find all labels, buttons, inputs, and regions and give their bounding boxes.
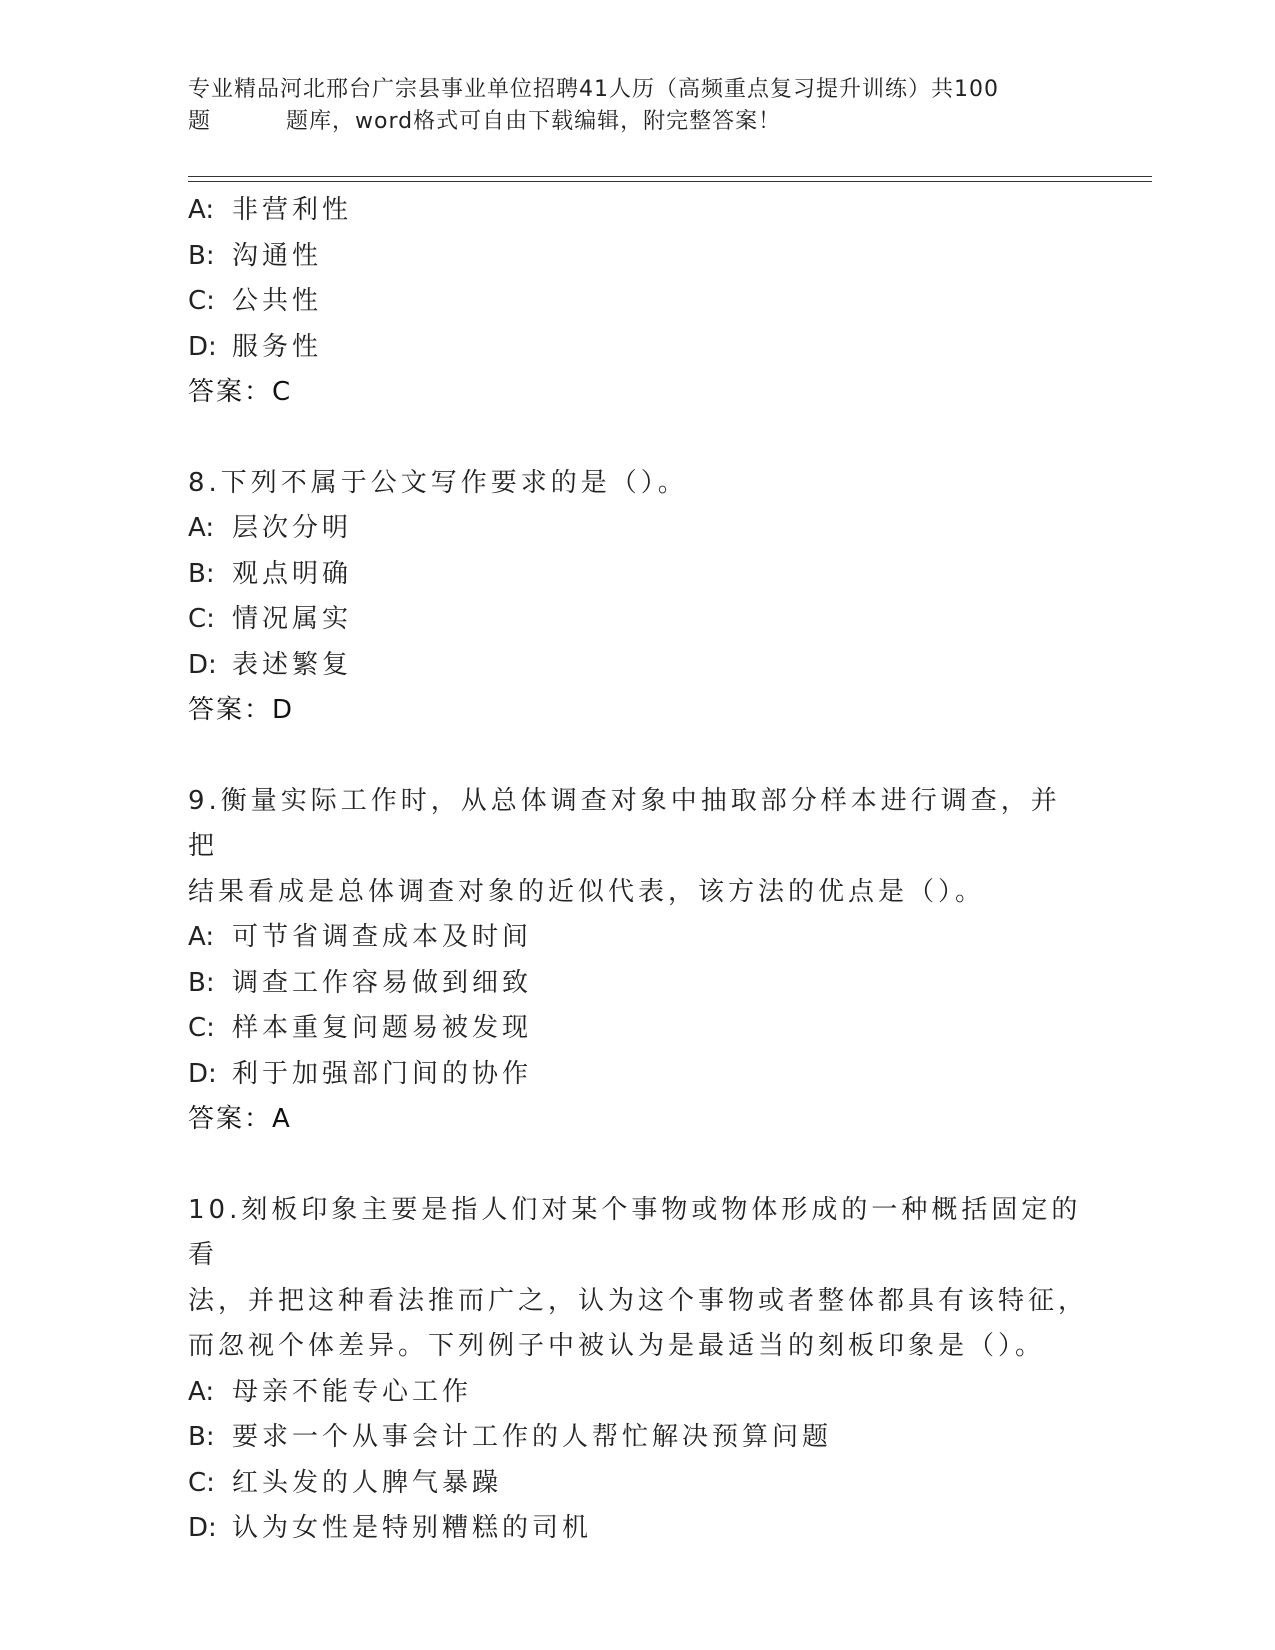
question-9-option-b [188, 961, 1088, 1007]
option-letter: A: [188, 195, 215, 225]
question-8-option-b [188, 552, 1088, 598]
option-text: 情况属实 [232, 604, 353, 634]
question-10-text-line-3: 而忽视个体差异。下列例子中被认为是最适当的刻板印象是（）。 [188, 1331, 1046, 1361]
option-letter: C: [188, 1467, 215, 1498]
option-text: 样本重复问题易被发现 [232, 1013, 533, 1043]
question-9-text-line-1: 9.衡量实际工作时，从总体调查对象中抽取部分样本进行调查，并把 [188, 785, 1061, 861]
option-letter: A: [188, 922, 215, 952]
option-letter: B: [188, 240, 215, 271]
question-7-answer: 答案：C [188, 377, 293, 407]
option-letter: D: [188, 1058, 217, 1089]
question-7-option-c [188, 279, 1088, 325]
option-text: 可节省调查成本及时间 [232, 922, 533, 952]
option-letter: D: [188, 331, 217, 362]
option-text: 调查工作容易做到细致 [232, 967, 533, 998]
option-text: 红头发的人脾气暴躁 [232, 1467, 503, 1498]
option-text: 沟通性 [232, 240, 323, 271]
header-line-1: 专业精品河北邢台广宗县事业单位招聘41人历（高频重点复习提升训练）共100 [188, 77, 999, 102]
question-9-text-line-2: 结果看成是总体调查对象的近似代表，该方法的优点是（）。 [188, 876, 986, 907]
question-10-option-b [188, 1415, 1088, 1461]
option-letter: B: [188, 967, 215, 998]
question-10-text-line-1: 10.刻板印象主要是指人们对某个事物或物体形成的一种概括固定的看 [188, 1194, 1082, 1270]
question-7-option-a [188, 188, 1088, 234]
question-10-option-d [188, 1506, 1088, 1552]
question-7 [188, 188, 1088, 416]
question-8-answer: 答案：D [188, 695, 295, 725]
question-9-option-c [188, 1006, 1088, 1052]
option-text: 服务性 [232, 331, 323, 362]
option-letter: B: [188, 558, 215, 589]
option-text: 公共性 [232, 286, 323, 316]
option-text: 利于加强部门间的协作 [232, 1058, 533, 1089]
header-line-2-lead: 题 [188, 109, 212, 134]
question-8-option-a [188, 506, 1088, 552]
option-text: 认为女性是特别糟糕的司机 [232, 1513, 593, 1543]
option-letter: B: [188, 1422, 215, 1452]
question-9-option-a [188, 915, 1088, 961]
header-line-2-rest: 题库，word格式可自由下载编辑，附完整答案！ [286, 109, 782, 134]
question-7-option-d [188, 325, 1088, 371]
question-9-answer: 答案：A [188, 1104, 292, 1134]
option-text: 观点明确 [232, 558, 353, 589]
question-8-text: 8.下列不属于公文写作要求的是（）。 [188, 467, 688, 498]
header-divider-bottom [188, 181, 1152, 182]
option-letter: D: [188, 1513, 217, 1543]
header-line-2 [188, 106, 1068, 138]
option-letter: C: [188, 286, 215, 316]
question-7-option-b [188, 234, 1088, 280]
question-8-option-d [188, 643, 1088, 689]
option-letter: A: [188, 1376, 215, 1407]
question-9-option-d [188, 1052, 1088, 1098]
option-text: 层次分明 [232, 513, 353, 543]
option-letter: D: [188, 649, 217, 680]
option-letter: C: [188, 1013, 215, 1043]
option-text: 非营利性 [232, 195, 353, 225]
page-header [188, 74, 1068, 138]
option-letter: C: [188, 604, 215, 634]
question-content [188, 188, 1088, 1552]
option-text: 表述繁复 [232, 649, 353, 680]
option-text: 要求一个从事会计工作的人帮忙解决预算问题 [232, 1422, 833, 1452]
question-10-text-line-2: 法，并把这种看法推而广之，认为这个事物或者整体都具有该特征， [188, 1285, 1089, 1316]
option-text: 母亲不能专心工作 [232, 1376, 473, 1407]
question-9 [188, 779, 1088, 1143]
question-8 [188, 461, 1088, 734]
question-10-option-a [188, 1370, 1088, 1416]
header-divider-top [188, 176, 1152, 177]
question-10-option-c [188, 1461, 1088, 1507]
question-8-option-c [188, 597, 1088, 643]
question-10 [188, 1188, 1088, 1552]
option-letter: A: [188, 513, 215, 543]
